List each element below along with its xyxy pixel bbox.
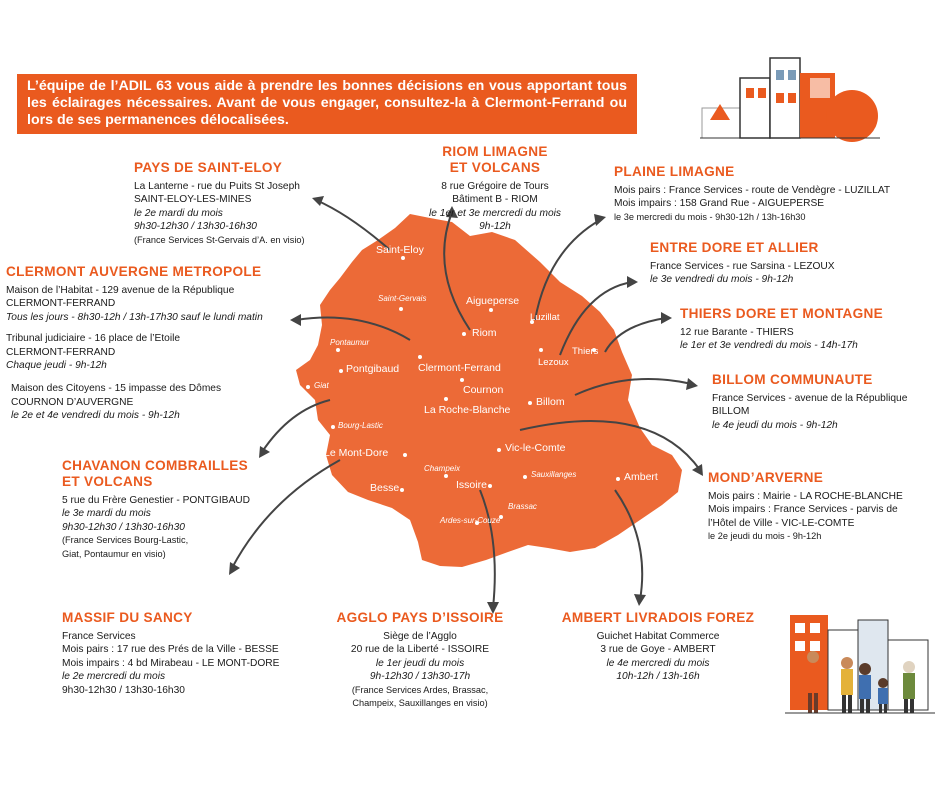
- address-line: France Services - rue Sarsina - LEZOUX: [650, 261, 835, 272]
- city-dot: [403, 453, 407, 457]
- city-line: CLERMONT-FERRAND: [6, 346, 116, 358]
- city-dot: [462, 332, 466, 336]
- address-line-3: Mois impairs : 4 bd Mirabeau - LE MONT-DORE: [62, 657, 280, 669]
- schedule-line: le 1er jeudi du mois: [375, 657, 465, 669]
- address-line-2: Mois impairs : France Services - parvis de: [708, 504, 898, 516]
- city-thiers: Thiers: [572, 346, 599, 357]
- section-title: AGGLO PAYS D’ISSOIRE: [336, 610, 504, 625]
- section-thiers: [680, 306, 883, 353]
- address-line: 5 rue du Frère Genestier - PONTGIBAUD: [62, 495, 250, 506]
- city-saint-eloy: Saint-Eloy: [376, 244, 424, 256]
- address-line: La Lanterne - rue du Puits St Joseph: [134, 181, 300, 192]
- city-pontgibaud: Pontgibaud: [346, 363, 400, 375]
- city-dot: [400, 488, 404, 492]
- city-line: SAINT-ELOY-LES-MINES: [134, 194, 252, 206]
- city-dot: [336, 348, 340, 352]
- note-line: (France Services Bourg-Lastic,: [62, 535, 189, 546]
- schedule-line: Tous les jours - 8h30-12h / 13h-17h30 sauf le lundi matin: [6, 311, 263, 323]
- city-champeix: Champeix: [424, 464, 461, 473]
- address-line: Tribunal judiciaire - 16 place de l’Etoile: [6, 333, 181, 345]
- schedule-line: le 4e jeudi du mois - 9h-12h: [712, 419, 838, 431]
- city-brassac: Brassac: [508, 502, 537, 511]
- city-sauxillanges: Sauxillanges: [531, 470, 577, 479]
- section-entre-dore: [650, 240, 835, 287]
- city-ambert: Ambert: [624, 471, 658, 483]
- section-title: BILLOM COMMUNAUTE: [712, 372, 873, 387]
- note-line-2: Giat, Pontaumur en visio): [62, 548, 166, 559]
- section-title-2: ET VOLCANS: [62, 474, 153, 489]
- arrowhead-billom: [686, 378, 698, 390]
- city-dot: [489, 308, 493, 312]
- address-line: Maison de l’Habitat - 129 avenue de la République: [6, 285, 235, 296]
- address-line: 8 rue Grégoire de Tours: [441, 181, 549, 192]
- city-aigueperse: Aigueperse: [466, 295, 520, 307]
- note-line-2: Champeix, Sauxillanges en visio): [352, 698, 488, 709]
- city-line: COURNON D’AUVERGNE: [11, 396, 134, 408]
- schedule-line: le 2e et 4e vendredi du mois - 9h-12h: [11, 410, 180, 422]
- address-line-2: Mois impairs : 158 Grand Rue - AIGUEPERSE: [614, 198, 825, 210]
- city-lezoux: Lezoux: [538, 357, 569, 368]
- note-line: (France Services St-Gervais d’A. en visio): [134, 234, 305, 245]
- hours-line: 9h30-12h30 / 13h30-16h30: [62, 684, 185, 696]
- section-title: ENTRE DORE ET ALLIER: [650, 240, 819, 255]
- city-besse: Besse: [370, 482, 400, 494]
- section-title: THIERS DORE ET MONTAGNE: [680, 306, 884, 321]
- hours-line: 9h-12h30 / 13h30-17h: [369, 671, 471, 683]
- address-line: France Services - avenue de la République: [712, 393, 908, 404]
- schedule-line: le 4e mercredi du mois: [606, 657, 710, 669]
- city-la-roche-blanche: La Roche-Blanche: [424, 404, 511, 416]
- city-dot: [460, 378, 464, 382]
- city-dot: [528, 401, 532, 405]
- schedule-line: le 3e mercredi du mois - 9h30-12h / 13h-16h30: [614, 211, 806, 222]
- hours-line: 9h-12h: [479, 221, 511, 233]
- note-line: (France Services Ardes, Brassac,: [351, 684, 489, 695]
- arrowhead-saint-eloy: [312, 196, 324, 206]
- city-dot: [539, 348, 543, 352]
- address-line: 12 rue Barante - THIERS: [680, 327, 794, 338]
- section-riom: [420, 144, 570, 234]
- city-issoire: Issoire: [456, 479, 487, 491]
- arrowhead-ambert: [634, 594, 646, 606]
- city-dot: [616, 477, 620, 481]
- city-saint-gervais: Saint-Gervais: [378, 294, 427, 303]
- city-bourg-lastic: Bourg-Lastic: [338, 421, 383, 430]
- city-cournon: Cournon: [463, 384, 504, 396]
- address-line: Siège de l’Agglo: [383, 631, 457, 642]
- city-luzillat: Luzillat: [530, 312, 560, 323]
- hours-line: 9h30-12h30 / 13h30-16h30: [62, 521, 185, 533]
- section-saint-eloy: [134, 160, 305, 247]
- section-title: MOND’ARVERNE: [708, 470, 824, 485]
- city-line: CLERMONT-FERRAND: [6, 298, 116, 310]
- city-dot: [488, 484, 492, 488]
- section-issoire: [335, 610, 505, 710]
- schedule-line: le 3e mardi du mois: [62, 508, 151, 520]
- arrowhead-plaine: [594, 214, 606, 226]
- section-chavanon: [62, 458, 250, 561]
- hours-line: 10h-12h / 13h-16h: [616, 671, 700, 683]
- arrowhead-entre-dore: [627, 276, 638, 288]
- address-line-2: Bâtiment B - RIOM: [452, 194, 538, 206]
- schedule-line: Chaque jeudi - 9h-12h: [6, 360, 107, 372]
- city-dot: [399, 307, 403, 311]
- section-plaine-limagne: [614, 164, 890, 224]
- schedule-line: le 1er et 3e vendredi du mois - 14h-17h: [680, 340, 858, 352]
- schedule-line: le 2e mercredi du mois: [62, 671, 166, 683]
- section-title: AMBERT LIVRADOIS FOREZ: [561, 610, 755, 625]
- city-riom: Riom: [472, 327, 497, 339]
- address-line-2: 20 rue de la Liberté - ISSOIRE: [350, 644, 490, 656]
- hours-line: 9h30-12h30 / 13h30-16h30: [134, 221, 257, 233]
- city-clermont: Clermont-Ferrand: [418, 362, 501, 374]
- city-dot: [418, 355, 422, 359]
- arrowhead-thiers: [661, 312, 672, 324]
- schedule-line: le 3e vendredi du mois - 9h-12h: [650, 274, 794, 286]
- city-pontaumur: Pontaumur: [330, 338, 370, 347]
- people-illustration: [785, 605, 935, 725]
- city-le-mont-dore: Le Mont-Dore: [324, 447, 389, 459]
- city-dot: [444, 397, 448, 401]
- schedule-line: le 1er et 3e mercredi du mois: [429, 207, 561, 219]
- section-clermont: [6, 264, 263, 423]
- address-line: Mois pairs : Mairie - LA ROCHE-BLANCHE: [708, 491, 903, 502]
- city-dot: [331, 425, 335, 429]
- section-title: PLAINE LIMAGNE: [614, 164, 735, 179]
- city-dot: [444, 474, 448, 478]
- section-title: CLERMONT AUVERGNE METROPOLE: [6, 264, 262, 279]
- city-giat: Giat: [314, 381, 329, 390]
- address-line: Mois pairs : France Services - route de Vendègre - LUZILLAT: [614, 185, 891, 196]
- intro-banner: L’équipe de l’ADIL 63 vous aide à prendre les bonnes décisions en vous apportant tous les éclairages nécessaires. Avant de vous engager, consultez-la à Clermont-Ferrand ou lors de ses permanences délocalisées.: [17, 74, 637, 134]
- city-line: BILLOM: [712, 406, 750, 418]
- city-dot: [401, 256, 405, 260]
- section-title: CHAVANON COMBRAILLES: [62, 458, 248, 473]
- buildings-illustration: [680, 48, 900, 148]
- schedule-line: le 2e jeudi du mois - 9h-12h: [708, 531, 822, 542]
- city-billom: Billom: [536, 396, 565, 408]
- city-vic-le-comte: Vic-le-Comte: [505, 442, 566, 454]
- address-line: Maison des Citoyens - 15 impasse des Dômes: [11, 383, 222, 395]
- section-billom: [712, 372, 907, 432]
- city-dot: [306, 385, 310, 389]
- section-sancy: [62, 610, 279, 697]
- section-ambert: [558, 610, 758, 684]
- section-mond-arverne: [708, 470, 903, 544]
- address-line-3: l’Hôtel de Ville - VIC-LE-COMTE: [708, 517, 855, 529]
- city-dot: [497, 448, 501, 452]
- section-title: MASSIF DU SANCY: [62, 610, 193, 625]
- section-title: RIOM LIMAGNE: [442, 144, 548, 159]
- section-title: PAYS DE SAINT-ELOY: [134, 160, 283, 175]
- address-line-2: 3 rue de Goye - AMBERT: [600, 644, 716, 656]
- address-line-2: Mois pairs : 17 rue des Prés de la Ville - BESSE: [62, 644, 279, 656]
- address-line: France Services: [62, 631, 136, 642]
- section-title-2: ET VOLCANS: [449, 160, 541, 175]
- city-dot: [523, 475, 527, 479]
- city-ardes: Ardes-sur-Couze: [440, 516, 501, 525]
- arrowhead-clermont: [290, 314, 301, 326]
- address-line: Guichet Habitat Commerce: [596, 631, 720, 642]
- schedule-line: le 2e mardi du mois: [134, 207, 223, 219]
- city-dot: [339, 369, 343, 373]
